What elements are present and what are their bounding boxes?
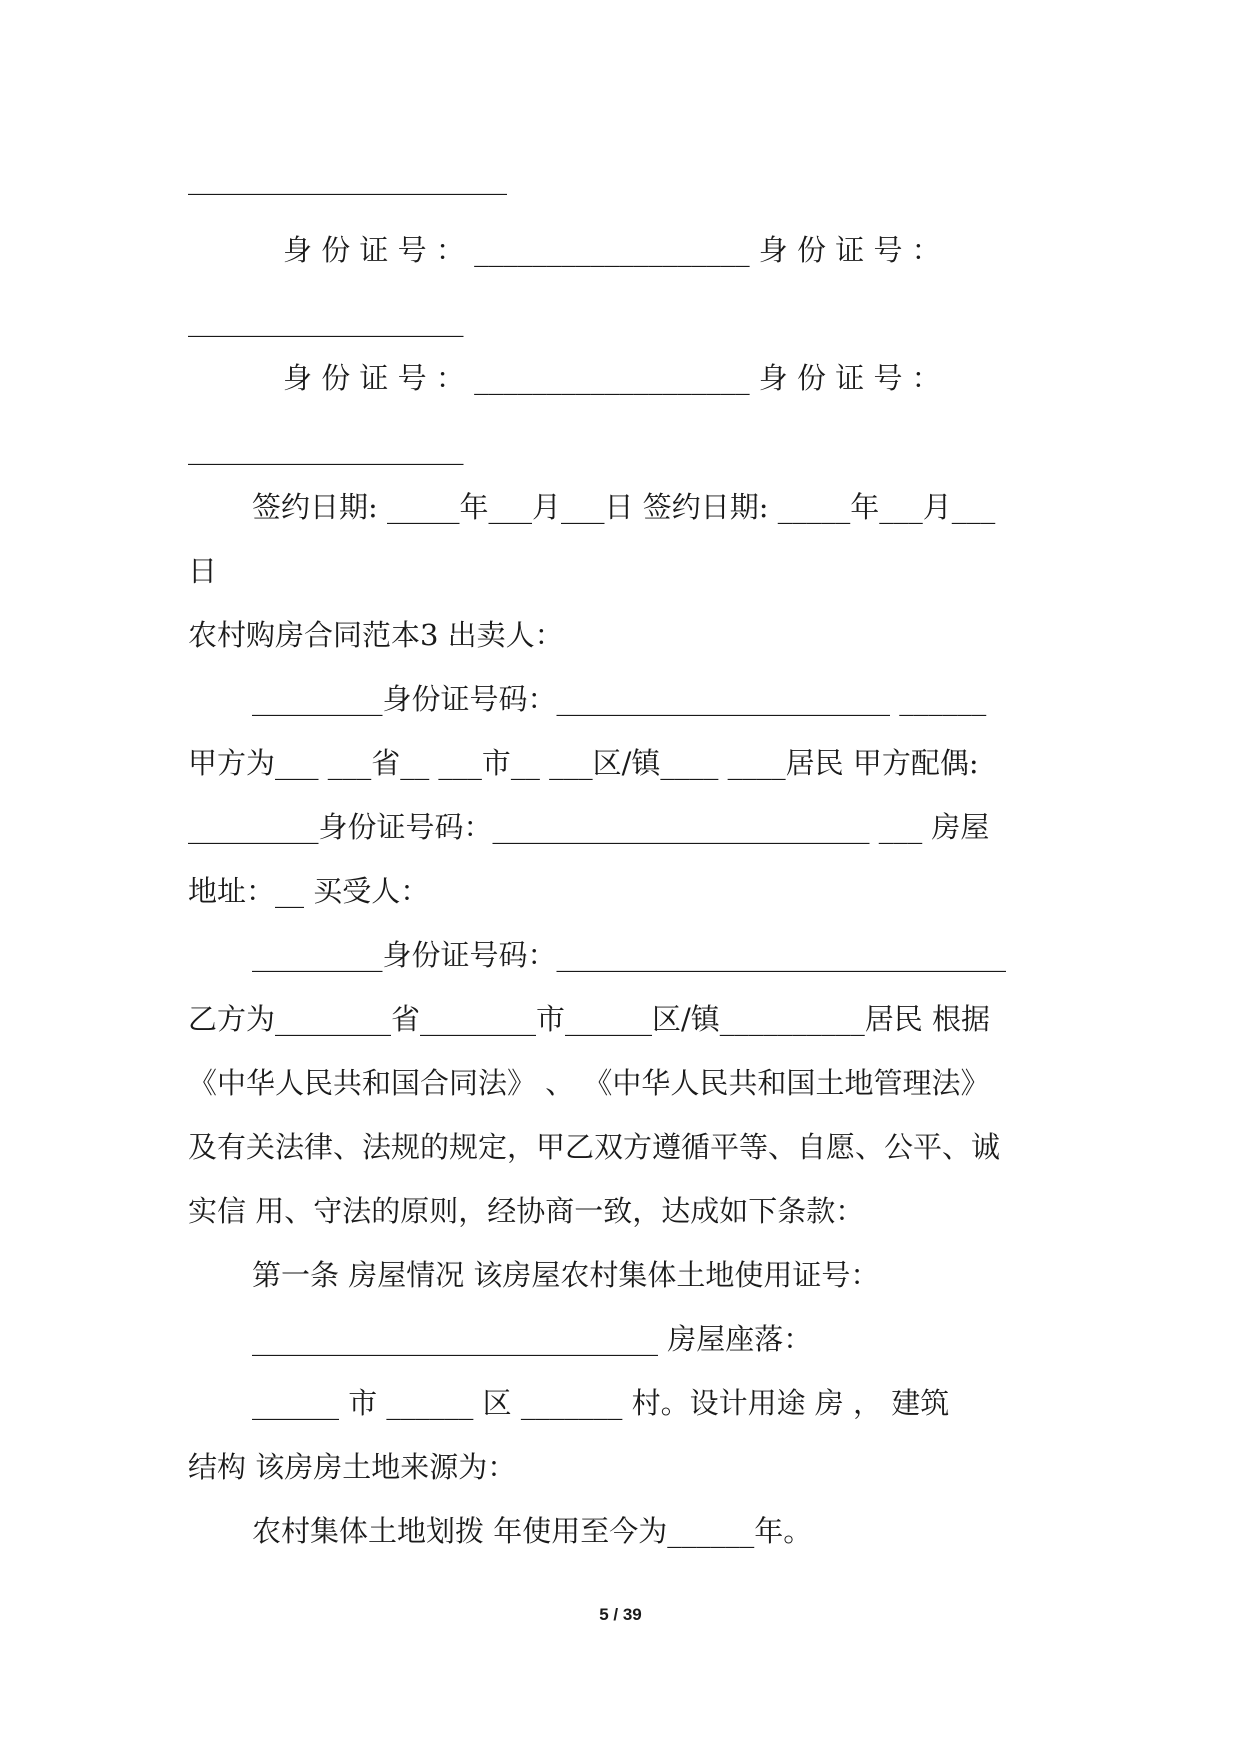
seller-id-row: _________身份证号码：_______________________ ______ (252, 682, 987, 716)
party-b-address: 乙方为________省________市______区/镇__________居民 根据 (188, 1002, 990, 1036)
id-number-row: 身 份 证 号 ： ___________________ 身 份 证 号 ： (283, 361, 941, 395)
house-location-detail: ______ 市 ______ 区 _______ 村。设计用途 房 ， 建筑 (252, 1386, 950, 1420)
spouse-id-row: _________身份证号码：__________________________ ___ 房屋 (188, 810, 990, 844)
body-text: 《中华人民共和国合同法》 、 《中华人民共和国土地管理法》 (188, 1066, 990, 1100)
article-one: 第一条 房屋情况 该房屋农村集体土地使用证号： (252, 1258, 880, 1292)
id-number-row: 身 份 证 号 ： ___________________ 身 份 证 号 ： (283, 233, 941, 267)
body-text: 及有关法律、法规的规定，甲乙双方遵循平等、自愿、公平、诚 (188, 1130, 1001, 1164)
party-a-address: 甲方为___ ___省__ ___市__ ___区/镇____ ____居民 甲方配偶: (188, 746, 979, 780)
blank-line: ___________________ (188, 431, 464, 465)
blank-line: ______________________ (188, 161, 507, 195)
contract-heading: 农村购房合同范本3 出卖人： (188, 618, 564, 652)
sign-date-row: 签约日期: _____年___月___日 签约日期: _____年___月___ (252, 490, 996, 524)
house-location: ____________________________ 房屋座落： (252, 1322, 813, 1356)
page-number: 5 / 39 (599, 1605, 642, 1624)
land-source: 结构 该房房土地来源为： (188, 1450, 517, 1484)
buyer-id-row: _________身份证号码：_______________________________ (252, 938, 1007, 972)
body-text: 实信 用、守法的原则，经协商一致，达成如下条款： (188, 1194, 865, 1228)
sign-date-continued: 日 (188, 554, 218, 588)
house-address-buyer: 地址：__ 买受人： (188, 874, 430, 908)
land-use-years: 农村集体土地划拨 年使用至今为______年。 (252, 1514, 813, 1548)
blank-line: ___________________ (188, 303, 464, 337)
